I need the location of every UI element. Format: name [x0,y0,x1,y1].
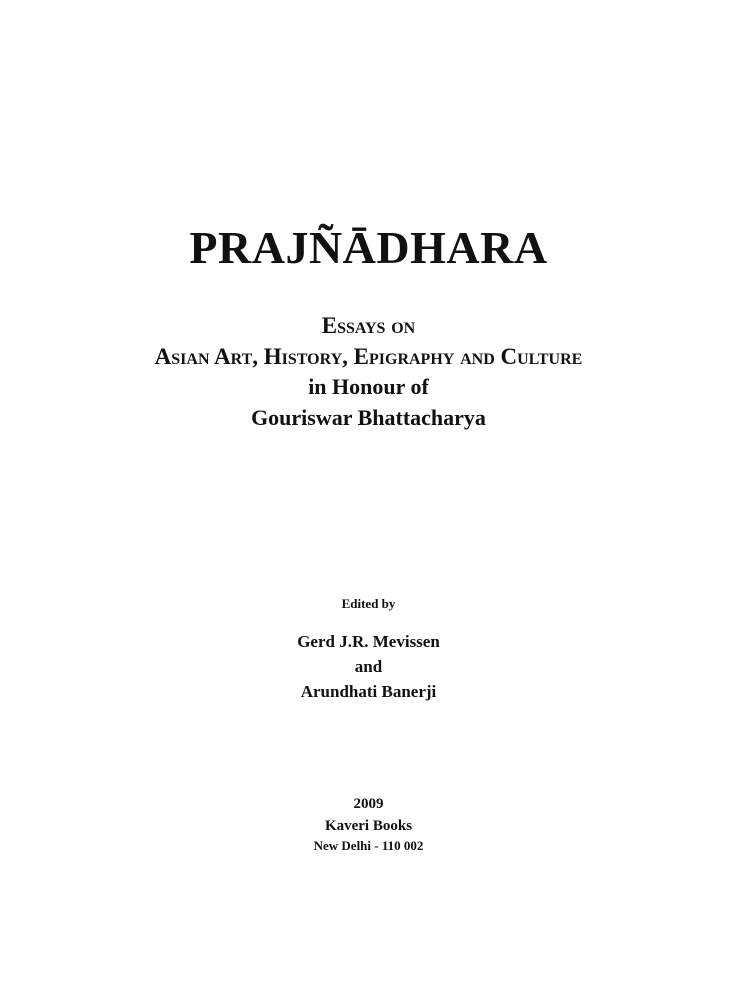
honoree-name: Gouriswar Bhattacharya [251,405,486,430]
subtitle-line-3: in Honour of [308,374,429,399]
editor-name-2: Arundhati Banerji [300,682,437,701]
subtitle-line-1: Essays on [321,313,416,338]
subtitle-line-2: Asian Art, History, Epigraphy and Culture [154,344,583,369]
publication-place: New Delhi - 110 002 [313,838,424,853]
editor-name-1: Gerd J.R. Mevissen [297,632,440,651]
book-title: PRAJÑĀDHARA [189,222,548,273]
editor-conjunction: and [354,657,383,676]
publisher-name: Kaveri Books [324,818,413,834]
edited-by-label: Edited by [341,596,396,611]
publication-year: 2009 [353,796,384,812]
